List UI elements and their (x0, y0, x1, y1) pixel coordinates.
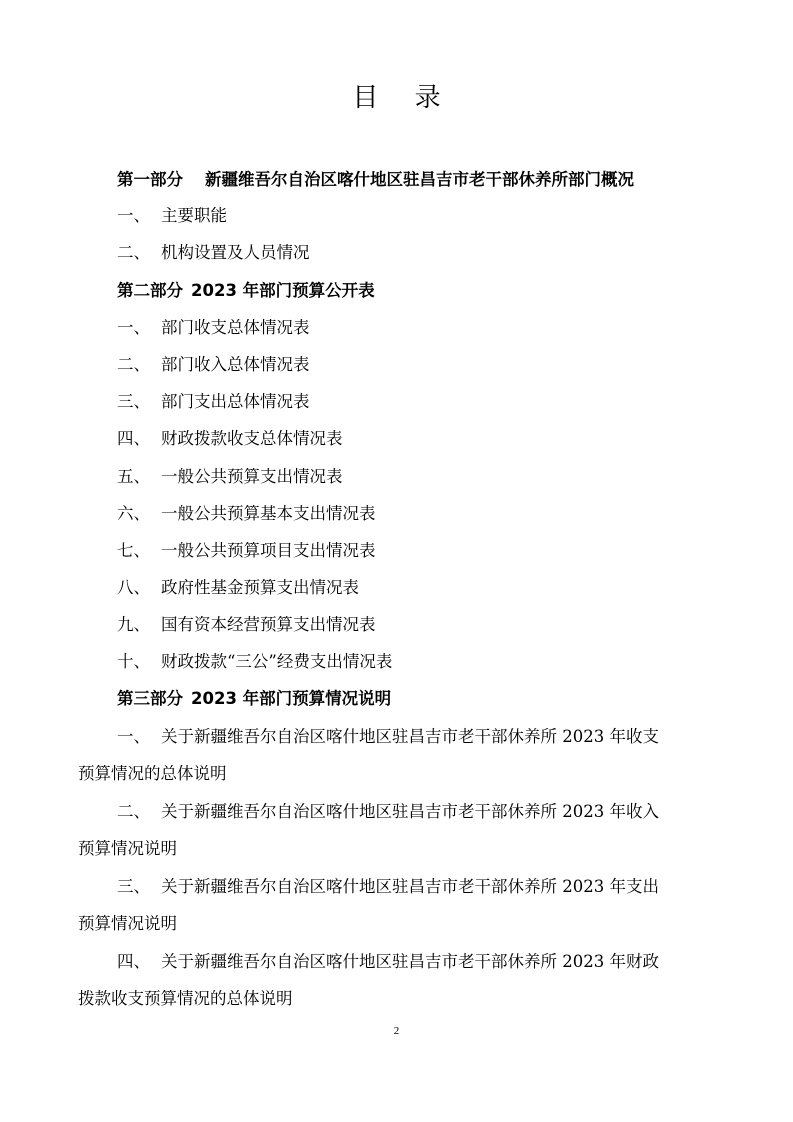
toc-item (117, 316, 310, 340)
item-text: 部门支出总体情况表 (161, 392, 310, 411)
item-number: 六、 (117, 504, 150, 523)
item-text: 部门收支总体情况表 (161, 318, 310, 337)
item-number: 十、 (117, 652, 150, 671)
toc-item (117, 576, 359, 600)
toc-item (117, 613, 376, 637)
item-text: 政府性基金预算支出情况表 (161, 578, 359, 597)
part2-heading (117, 279, 375, 303)
item-text: 一般公共预算支出情况表 (161, 467, 343, 486)
toc-title: 目 录 (352, 83, 455, 113)
part3-heading (117, 687, 391, 711)
toc-item-continuation: 预算情况说明 (78, 839, 177, 858)
toc-item (117, 725, 659, 749)
toc-item (117, 950, 659, 974)
toc-item-continuation: 预算情况的总体说明 (78, 764, 227, 783)
part3-title: 2023 年部门预算情况说明 (191, 689, 392, 708)
item-number: 二、 (117, 355, 150, 374)
item-number: 九、 (117, 615, 150, 634)
part1-title: 新疆维吾尔自治区喀什地区驻昌吉市老干部休养所部门概况 (205, 170, 634, 189)
toc-item (117, 502, 376, 526)
item-text: 关于新疆维吾尔自治区喀什地区驻昌吉市老干部休养所 2023 年收支 (161, 727, 659, 746)
item-number: 七、 (117, 541, 150, 560)
item-text: 一般公共预算基本支出情况表 (161, 504, 376, 523)
item-text: 部门收入总体情况表 (161, 355, 310, 374)
page-number: 2 (393, 1025, 400, 1037)
item-number: 一、 (117, 318, 150, 337)
item-text: 国有资本经营预算支出情况表 (161, 615, 376, 634)
item-number: 八、 (117, 578, 150, 597)
part1-heading (117, 168, 634, 192)
item-number: 五、 (117, 467, 150, 486)
item-number: 四、 (117, 429, 150, 448)
toc-item (117, 390, 310, 414)
toc-item-continuation: 预算情况说明 (78, 914, 177, 933)
item-number: 一、 (117, 727, 150, 746)
toc-item (117, 353, 310, 377)
part1-label: 第一部分 (117, 170, 183, 189)
item-text: 关于新疆维吾尔自治区喀什地区驻昌吉市老干部休养所 2023 年财政 (161, 952, 659, 971)
toc-item (117, 204, 227, 228)
toc-item (117, 465, 343, 489)
item-text: 主要职能 (161, 206, 227, 225)
item-number: 三、 (117, 877, 150, 896)
part2-label: 第二部分 (117, 281, 183, 300)
item-number: 二、 (117, 802, 150, 821)
item-number: 二、 (117, 243, 150, 262)
toc-item-continuation: 拨款收支预算情况的总体说明 (78, 989, 293, 1008)
part3-label: 第三部分 (117, 689, 183, 708)
toc-item (117, 800, 659, 824)
part2-title: 2023 年部门预算公开表 (191, 281, 375, 300)
item-text: 机构设置及人员情况 (161, 243, 310, 262)
item-text: 关于新疆维吾尔自治区喀什地区驻昌吉市老干部休养所 2023 年收入 (161, 802, 659, 821)
toc-item (117, 875, 659, 899)
toc-item (117, 427, 343, 451)
item-text: 关于新疆维吾尔自治区喀什地区驻昌吉市老干部休养所 2023 年支出 (161, 877, 659, 896)
item-text: 财政拨款收支总体情况表 (161, 429, 343, 448)
toc-item (117, 650, 392, 674)
item-text: 财政拨款“三公”经费支出情况表 (161, 652, 393, 671)
item-number: 三、 (117, 392, 150, 411)
item-number: 一、 (117, 206, 150, 225)
toc-item (117, 539, 376, 563)
toc-item (117, 241, 310, 265)
item-number: 四、 (117, 952, 150, 971)
item-text: 一般公共预算项目支出情况表 (161, 541, 376, 560)
